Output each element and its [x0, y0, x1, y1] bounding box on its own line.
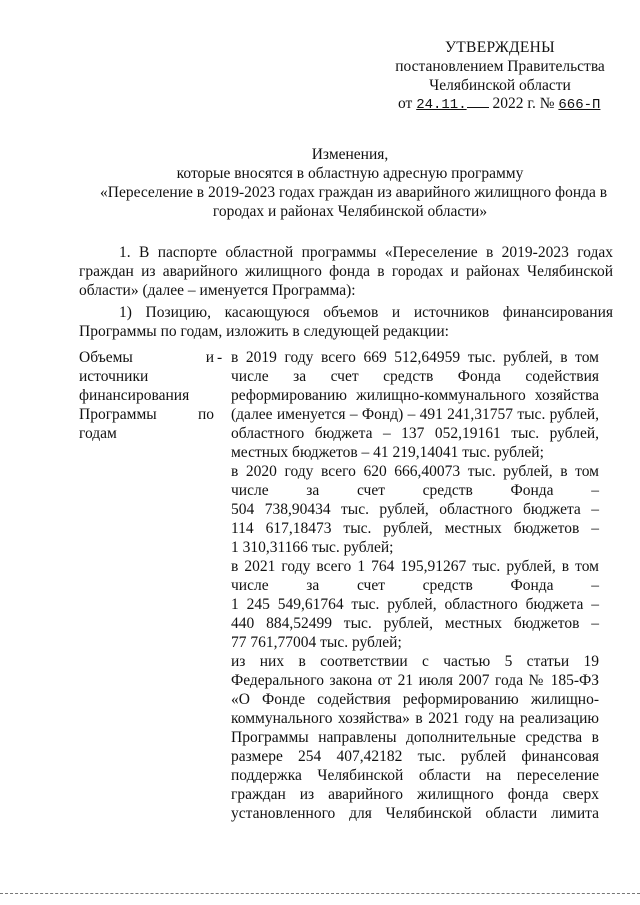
- approval-line-2: Челябинской области: [429, 77, 571, 94]
- paragraph-2-line-2: Программы по годам, изложить в следующей редакции:: [79, 323, 449, 340]
- date-day: 24.11.: [416, 97, 467, 113]
- changes-heading: [100, 145, 608, 221]
- right-line-22: размере 254 407,42182 тыс. рублей финансовая: [231, 748, 599, 765]
- paragraph-1: [79, 243, 613, 300]
- left-cell-line-5: годам: [79, 425, 117, 442]
- left-cell-line-1: Объемы и: [79, 349, 214, 366]
- right-line-17: из них в соответствии с частью 5 статьи 19: [231, 653, 599, 670]
- right-line-3: реформированию жилищно-коммунального хозяйства: [231, 387, 599, 404]
- right-line-15: 440 884,52499 тыс. рублей, местных бюджетов –: [231, 615, 599, 632]
- left-cell-line-3: финансирования: [79, 387, 190, 404]
- table-dash: -: [217, 349, 223, 366]
- right-line-6: местных бюджетов – 41 219,14041 тыс. рублей;: [231, 444, 544, 461]
- right-line-12: в 2021 году всего 1 764 195,91267 тыс. рублей, в том: [231, 558, 599, 575]
- right-line-8: числе за счет средств Фонда –: [231, 482, 599, 499]
- right-line-23: поддержка Челябинской области на переселение: [231, 767, 599, 784]
- right-line-5: областного бюджета – 137 052,19161 тыс. рублей,: [231, 425, 599, 442]
- right-line-7: в 2020 году всего 620 666,40073 тыс. рублей, в том: [231, 463, 599, 480]
- approval-block: [380, 38, 620, 95]
- paragraph-2-line-1: 1) Позицию, касающуюся объемов и источников финансирования: [119, 304, 613, 321]
- right-line-1: в 2019 году всего 669 512,64959 тыс. рублей, в том: [231, 349, 599, 366]
- right-line-21: Программы направлены дополнительные средства в: [231, 729, 599, 746]
- right-line-20: коммунального хозяйства» в 2021 году на реализацию: [231, 710, 599, 727]
- right-line-11: 1 310,31166 тыс. рублей;: [231, 539, 394, 556]
- right-line-4: (далее именуется – Фонд) – 491 241,31757 тыс. рублей,: [231, 406, 599, 423]
- approval-title: УТВЕРЖДЕНЫ: [445, 39, 555, 56]
- right-line-25: установленного для Челябинской области лимита: [231, 805, 599, 822]
- right-line-18: Федерального закона от 21 июля 2007 года № 185-ФЗ: [231, 672, 599, 689]
- right-line-24: граждан из аварийного жилищного фонда сверх: [231, 786, 599, 803]
- paragraph-1-line-2: граждан из аварийного жилищного фонда в городах и районах Челябинской: [79, 263, 613, 280]
- table-left-cell: [79, 348, 214, 443]
- paragraph-1-line-3: области» (далее – именуется Программа):: [79, 282, 356, 299]
- table-right-cell: [231, 348, 599, 823]
- left-cell-line-2: источники: [79, 368, 149, 385]
- date-prefix: от: [398, 95, 413, 112]
- approval-line-1: постановлением Правительства: [395, 58, 605, 75]
- right-line-2: числе за счет средств Фонда содействия: [231, 368, 599, 385]
- approval-date-row: [398, 94, 600, 115]
- right-line-10: 114 617,18473 тыс. рублей, местных бюджетов –: [231, 520, 599, 537]
- decree-number: 666-П: [558, 97, 601, 113]
- right-line-16: 77 761,77004 тыс. рублей;: [231, 634, 402, 651]
- right-line-14: 1 245 549,61764 тыс. рублей, областного бюджета –: [231, 596, 599, 613]
- date-year-suffix: 2022 г. №: [492, 95, 555, 112]
- paragraph-2: [79, 303, 613, 341]
- heading-line-3: «Переселение в 2019-2023 годах граждан из аварийного жилищного фонда в: [100, 184, 608, 201]
- paragraph-1-line-1: 1. В паспорте областной программы «Переселение в 2019-2023 годах: [119, 244, 613, 261]
- heading-line-4: городах и районах Челябинской области»: [212, 203, 488, 220]
- left-cell-line-4: Программы по: [79, 406, 214, 423]
- right-line-13: числе за счет средств Фонда –: [231, 577, 599, 594]
- bottom-divider: [0, 893, 640, 894]
- heading-line-1: Изменения,: [311, 146, 389, 163]
- right-line-9: 504 738,90434 тыс. рублей, областного бюджета –: [231, 501, 599, 518]
- right-line-19: «О Фонде содействия реформированию жилищно-: [231, 691, 599, 708]
- heading-line-2: которые вносятся в областную адресную программу: [176, 165, 524, 182]
